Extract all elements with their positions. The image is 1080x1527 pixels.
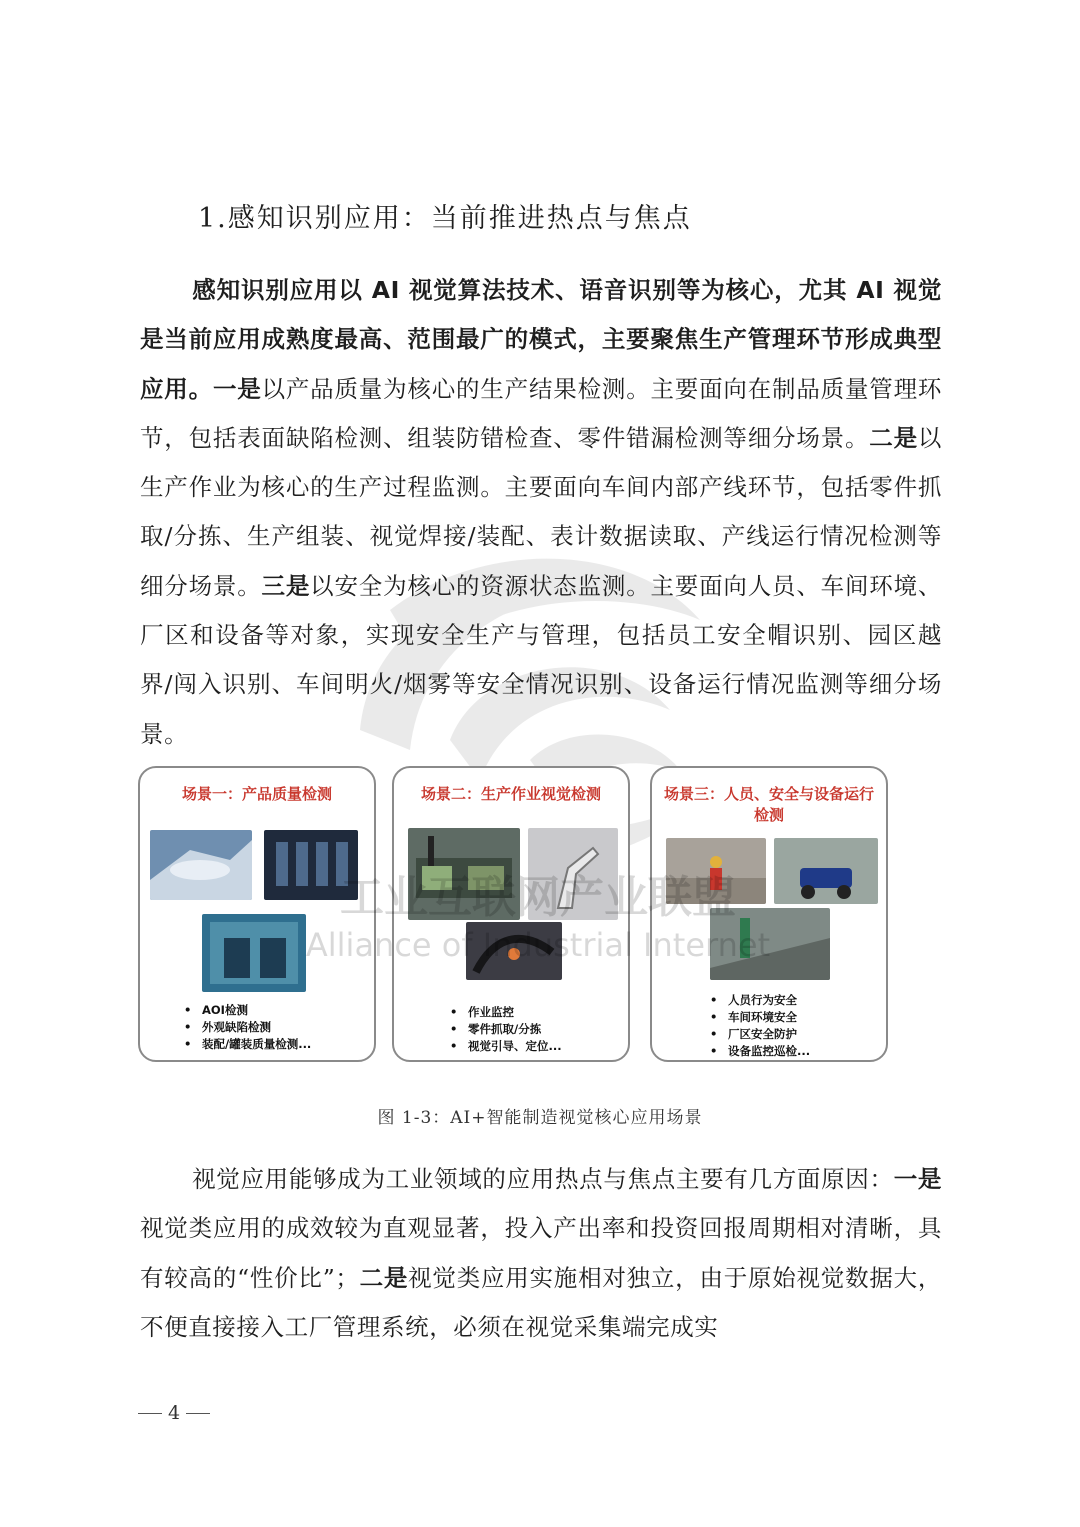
lead-third: 三是	[261, 571, 311, 600]
photo-inspection-robot	[774, 838, 878, 904]
figure-vision-scenarios	[138, 766, 894, 1066]
photo-surface-inspection	[150, 830, 252, 900]
scenario-panel-safety	[650, 766, 888, 1062]
bullet-item: • 视觉引导、定位...	[450, 1038, 562, 1055]
bullet-item: • 外观缺陷检测	[184, 1019, 311, 1036]
panel-bullets	[184, 1002, 311, 1053]
photo-assembly-line	[408, 828, 520, 920]
text-third: 以安全为核心的资源状态监测。主要面向人员、车间环境、厂区和设备等对象，实现安全生产与管理，包括员工安全帽识别、园区越界/闯入识别、车间明火/烟雾等安全情况识别、设备运行情况监测等细分场景。	[140, 571, 942, 748]
scenario-panel-quality	[138, 766, 376, 1062]
text-first: 以产品质量为核心的生产结果检测。主要面向在制品质量管理环节，包括表面缺陷检测、组装防错检查、零件错漏检测等细分场景。	[140, 374, 942, 452]
bullet-item: • 零件抓取/分拣	[450, 1021, 562, 1038]
bullet-item: • 厂区安全防护	[710, 1026, 810, 1043]
lead-second: 二是	[359, 1263, 409, 1292]
text-second: 以生产作业为核心的生产过程监测。主要面向车间内部产线环节，包括零件抓取/分拣、生产组装、视觉焊接/装配、表计数据读取、产线运行情况检测等细分场景。	[140, 423, 943, 600]
section-title: 1.感知识别应用：当前推进热点与焦点	[198, 203, 692, 234]
figure-caption: 图 1-3：AI+智能制造视觉核心应用场景	[377, 1108, 703, 1128]
text-first: 视觉类应用的成效较为直观显著，投入产出率和投资回报周期相对清晰，具有较高的“性价比”；	[140, 1214, 942, 1292]
bullet-item: • 车间环境安全	[710, 1009, 810, 1026]
page-number	[138, 1402, 210, 1424]
lead-second: 二是	[869, 423, 918, 452]
photo-aoi-board	[264, 830, 358, 900]
panel-title: 场景一：产品质量检测	[181, 785, 332, 803]
paragraph-vision-reasons	[140, 1155, 942, 1352]
photo-worker-safety	[666, 838, 766, 904]
panel-bullets	[710, 992, 810, 1060]
page-number-dash-right	[186, 1413, 210, 1414]
lead-first: 一是	[212, 374, 262, 403]
paragraph-intro-bold: 感知识别应用以 AI 视觉算法技术、语音识别等为核心，尤其 AI 视觉是当前应用成熟度最高、范围最广的模式，主要聚焦生产管理环节形成典型应用。	[140, 276, 942, 403]
page-number-dash-left	[138, 1413, 162, 1414]
bullet-item: • 人员行为安全	[710, 992, 810, 1009]
photo-equipment-monitoring	[710, 908, 830, 980]
lead-first: 一是	[893, 1165, 942, 1193]
photo-robot-arm	[528, 828, 618, 920]
photo-welding-robot	[466, 922, 562, 980]
bullet-item: • 作业监控	[450, 1004, 562, 1021]
paragraph-intro: 视觉应用能够成为工业领域的应用热点与焦点主要有几方面原因：	[192, 1165, 894, 1193]
paragraph-perception-apps	[140, 266, 942, 759]
bullet-item: • AOI检测	[184, 1002, 311, 1019]
bullet-item: • 装配/罐装质量检测...	[184, 1036, 311, 1053]
text-second: 视觉类应用实施相对独立，由于原始视觉数据大，不便直接接入工厂管理系统，必须在视觉采集端完成实	[140, 1263, 943, 1341]
panel-bullets	[450, 1004, 562, 1055]
panel-title: 场景三：人员、安全与设备运行检测	[663, 785, 874, 824]
panel-title: 场景二：生产作业视觉检测	[420, 785, 601, 803]
page-number-value: 4	[168, 1402, 181, 1424]
scenario-panel-production	[392, 766, 630, 1062]
photo-filling-line	[202, 914, 306, 992]
bullet-item: • 设备监控巡检...	[710, 1043, 810, 1060]
